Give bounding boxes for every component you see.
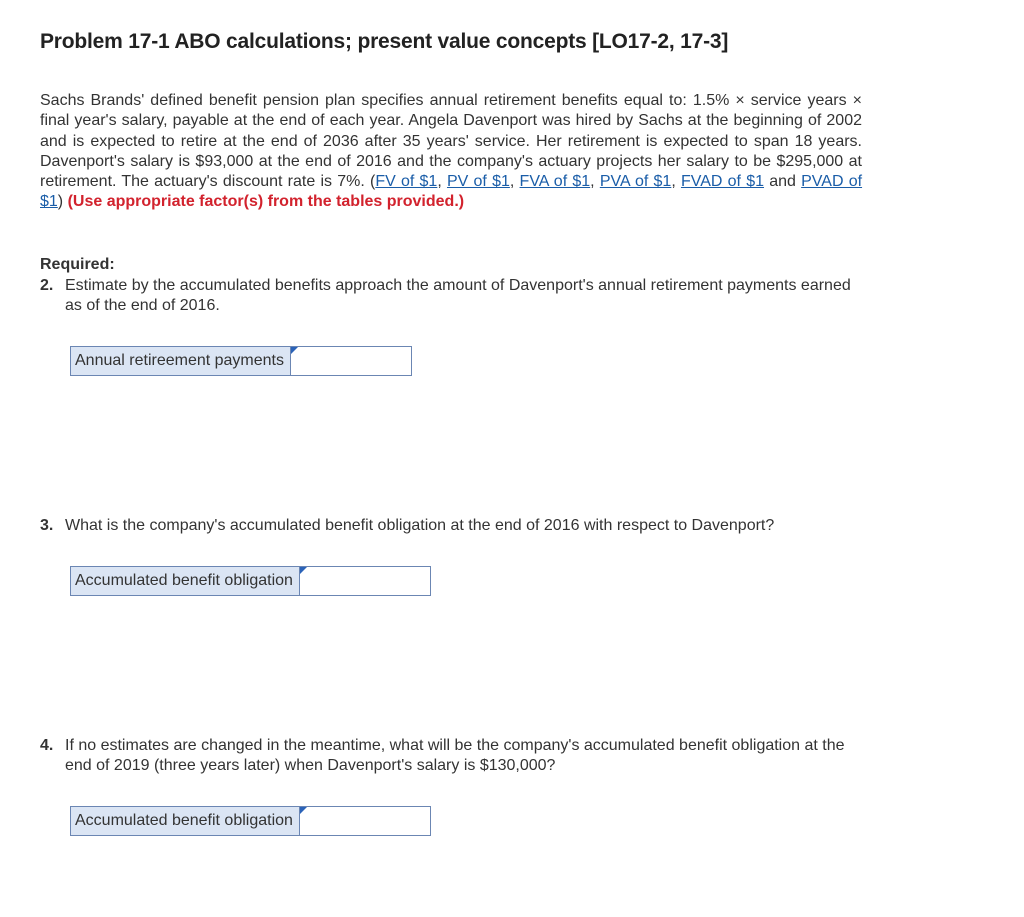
required-heading: Required: xyxy=(40,256,115,273)
instruction-text: (Use appropriate factor(s) from the tables provided.) xyxy=(67,193,465,211)
abo-2019-input[interactable] xyxy=(300,807,430,835)
question-text: What is the company's accumulated benefit obligation at the end of 2016 with respect to Davenport? xyxy=(65,517,775,534)
link-fvad-of-1[interactable]: FVAD of $1 xyxy=(680,173,765,191)
abo-2016-input[interactable] xyxy=(300,567,430,595)
answer-label: Annual retireement payments xyxy=(71,347,291,375)
question-number: 2. xyxy=(40,277,54,294)
problem-description: Sachs Brands' defined benefit pension plan specifies annual retirement benefits equal to: 1.5% × service years × final year's salary, payable at the end of each year. Angela Davenport was hired by Sachs at the beginning of 2002 and is expected to retire at the end of 2036 after 35 years' service. Her retirement is expected to span 18 years. Davenport's salary is $93,000 at the end of 2016 and the company's actuary projects her salary to be $295,000 at retirement. The actuary's discount rate is 7%. (FV of $1, PV of $1, FVA of $1, PVA of $1, FVAD of $1 and PVAD of $1) (Use appropriate factor(s) from the tables provided.) xyxy=(40,92,863,211)
link-pv-of-1[interactable]: PV of $1 xyxy=(446,173,510,191)
problem-title: Problem 17-1 ABO calculations; present value concepts [LO17-2, 17-3] xyxy=(40,30,729,53)
annual-retirement-payments-input[interactable] xyxy=(291,347,411,375)
question-number: 4. xyxy=(40,737,54,754)
intro-text: Sachs Brands' defined benefit pension plan specifies annual retirement benefits equal to: 1.5% × service years × final year's salary, payable at the end of each year. Angela Davenport was hired by Sachs at the beginning of 2002 and is expected to retire at the end of 2036 after 35 years' service. Her retirement is expected to span 18 years. Davenport's salary is $93,000 at the end of 2016 and the company's actuary projects her salary to be $295,000 at retirement. The actuary's discount rate is 7%. ( xyxy=(40,92,862,191)
question-3 xyxy=(40,516,862,536)
answer-row-abo-2019 xyxy=(70,806,431,836)
question-2 xyxy=(40,276,862,316)
link-fv-of-1[interactable]: FV of $1 xyxy=(375,173,438,191)
link-fva-of-1[interactable]: FVA of $1 xyxy=(519,173,591,191)
question-4 xyxy=(40,736,862,776)
link-pvad-of-1[interactable]: PVAD of $1 xyxy=(40,173,863,211)
answer-label: Accumulated benefit obligation xyxy=(71,807,300,835)
question-number: 3. xyxy=(40,517,54,534)
question-text: If no estimates are changed in the meantime, what will be the company's accumulated benefit obligation at the end of 2019 (three years later) when Davenport's salary is $130,000? xyxy=(65,737,845,774)
link-pva-of-1[interactable]: PVA of $1 xyxy=(599,173,672,191)
answer-label: Accumulated benefit obligation xyxy=(71,567,300,595)
question-text: Estimate by the accumulated benefits approach the amount of Davenport's annual retirement payments earned as of the end of 2016. xyxy=(65,277,851,314)
answer-row-annual-payments xyxy=(70,346,412,376)
answer-row-abo-2016 xyxy=(70,566,431,596)
